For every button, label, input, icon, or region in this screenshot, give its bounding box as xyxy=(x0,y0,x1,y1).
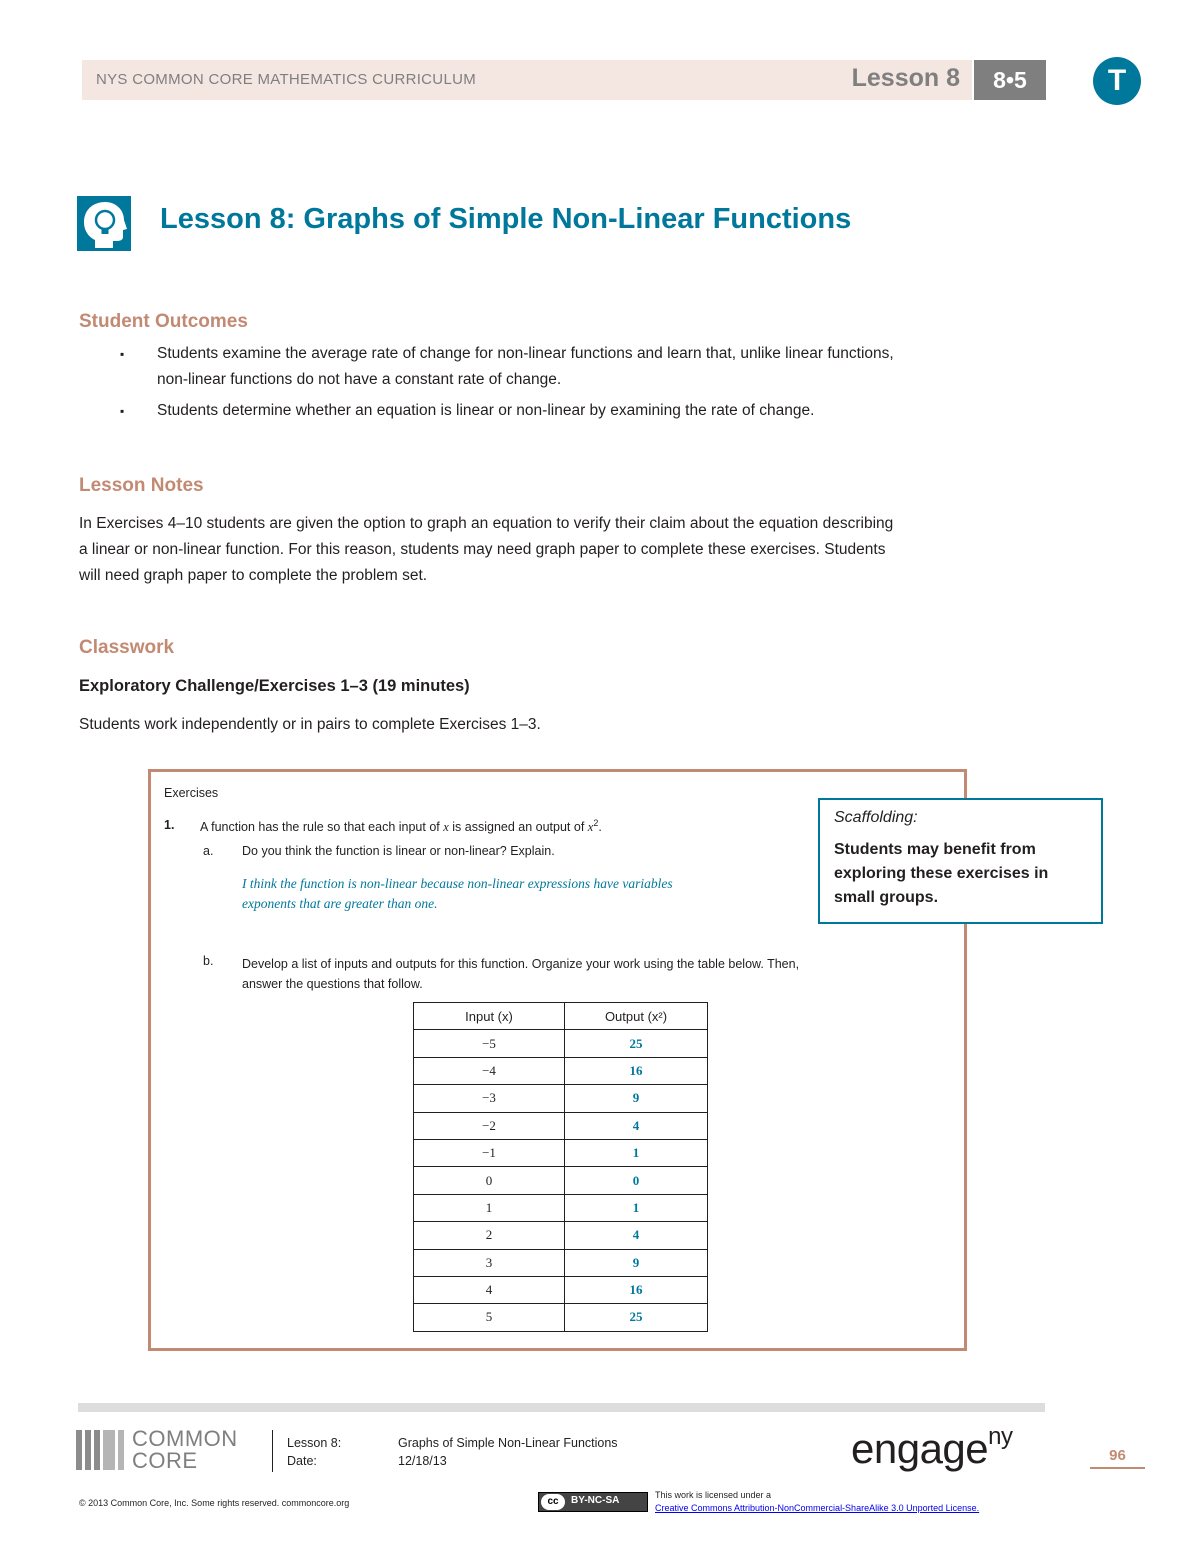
output-cell: 1 xyxy=(565,1139,708,1166)
output-cell: 9 xyxy=(565,1085,708,1112)
input-cell: 2 xyxy=(414,1222,565,1249)
input-cell: 4 xyxy=(414,1276,565,1303)
table-row xyxy=(414,1057,708,1084)
common-core-logo-text xyxy=(132,1428,238,1472)
output-cell: 4 xyxy=(565,1222,708,1249)
var-x: x xyxy=(587,820,594,835)
outcome-1-cont: non-linear functions do not have a constant rate of change. xyxy=(157,371,562,388)
exponent: 2 xyxy=(593,818,599,828)
part-a-answer xyxy=(242,874,673,914)
copyright: © 2013 Common Core, Inc. Some rights reserved. commoncore.org xyxy=(79,1498,350,1508)
input-cell: 1 xyxy=(414,1194,565,1221)
teacher-badge: T xyxy=(1093,57,1141,105)
input-column-header: Input (x) xyxy=(414,1003,565,1030)
input-cell: 3 xyxy=(414,1249,565,1276)
footer-lesson-value: Graphs of Simple Non-Linear Functions xyxy=(398,1436,618,1450)
outcome-2: Students determine whether an equation is linear or non-linear by examining the rate of change. xyxy=(157,402,815,419)
student-outcomes-heading: Student Outcomes xyxy=(79,311,248,332)
engage-sup: ny xyxy=(988,1423,1013,1450)
logo-line: COMMON xyxy=(132,1426,238,1451)
q1-text-part: A function has the rule so that each input of xyxy=(200,820,444,835)
engage-text: engage xyxy=(851,1425,989,1472)
cc-icon: cc xyxy=(541,1494,565,1510)
license-text xyxy=(655,1489,979,1515)
header-lesson: Lesson 8 xyxy=(851,64,960,92)
table-row xyxy=(414,1222,708,1249)
license-line: This work is licensed under a xyxy=(655,1490,772,1500)
answer-line: I think the function is non-linear because non-linear expressions have variables xyxy=(242,876,673,891)
part-b-line: Develop a list of inputs and outputs for this function. Organize your work using the table below. Then, xyxy=(242,957,800,971)
question-1-number: 1. xyxy=(164,818,175,832)
output-column-header: Output (x²) xyxy=(565,1003,708,1030)
part-b-line: answer the questions that follow. xyxy=(242,977,423,991)
output-cell: 16 xyxy=(565,1276,708,1303)
table-row xyxy=(414,1112,708,1139)
exercises-label: Exercises xyxy=(164,786,219,800)
bullet-icon: ▪ xyxy=(120,347,125,361)
scaffolding-box xyxy=(818,798,1103,924)
bullet-icon: ▪ xyxy=(120,404,125,418)
exploratory-challenge-heading: Exploratory Challenge/Exercises 1–3 (19 minutes) xyxy=(79,677,470,695)
input-output-table xyxy=(413,1002,708,1332)
lesson-notes-body xyxy=(79,511,1079,589)
output-cell: 25 xyxy=(565,1030,708,1057)
logo-line: CORE xyxy=(132,1448,198,1473)
cc-badge-text: BY-NC-SA xyxy=(571,1495,620,1506)
scaffolding-line: exploring these exercises in xyxy=(834,865,1049,882)
table-row xyxy=(414,1276,708,1303)
table-row xyxy=(414,1030,708,1057)
output-cell: 25 xyxy=(565,1304,708,1331)
cc-license-badge[interactable] xyxy=(538,1492,648,1512)
input-cell: 0 xyxy=(414,1167,565,1194)
page-number-underline xyxy=(1090,1467,1145,1469)
table-row xyxy=(414,1194,708,1221)
table-row xyxy=(414,1167,708,1194)
var-x: x xyxy=(443,820,449,835)
part-a-text: Do you think the function is linear or non-linear? Explain. xyxy=(242,844,555,858)
part-b-text xyxy=(242,954,799,994)
input-cell: −2 xyxy=(414,1112,565,1139)
footer-date-value: 12/18/13 xyxy=(398,1454,447,1468)
input-cell: −3 xyxy=(414,1085,565,1112)
table-header-row xyxy=(414,1003,708,1030)
table-row xyxy=(414,1304,708,1331)
table-row xyxy=(414,1139,708,1166)
part-b-label: b. xyxy=(203,954,214,968)
scaffolding-title: Scaffolding: xyxy=(834,809,918,826)
footer-values xyxy=(398,1434,618,1470)
part-a-label: a. xyxy=(203,844,214,858)
footer-rule xyxy=(78,1403,1045,1412)
question-1-text xyxy=(200,818,602,835)
q1-text-part: . xyxy=(598,820,602,835)
page-number: 96 xyxy=(1109,1447,1126,1464)
table-row xyxy=(414,1249,708,1276)
page-title: Lesson 8: Graphs of Simple Non-Linear Functions xyxy=(160,203,852,235)
common-core-logo-icon xyxy=(76,1430,126,1470)
output-cell: 4 xyxy=(565,1112,708,1139)
license-link[interactable]: Creative Commons Attribution-NonCommercial-ShareAlike 3.0 Unported License. xyxy=(655,1503,980,1513)
lightbulb-head-icon xyxy=(77,196,131,251)
lesson-notes-line: a linear or non-linear function. For this reason, students may need graph paper to complete these exercises. Students xyxy=(79,541,886,558)
lesson-notes-line: will need graph paper to complete the problem set. xyxy=(79,567,428,584)
grade-module-badge: 8•5 xyxy=(974,60,1046,100)
lesson-notes-line: In Exercises 4–10 students are given the option to graph an equation to verify their claim about the equation describing xyxy=(79,515,894,532)
input-cell: −5 xyxy=(414,1030,565,1057)
scaffolding-line: Students may benefit from xyxy=(834,841,1036,858)
input-cell: 5 xyxy=(414,1304,565,1331)
scaffolding-body xyxy=(834,838,1048,910)
output-cell: 0 xyxy=(565,1167,708,1194)
footer-lesson-label: Lesson 8: xyxy=(287,1436,342,1450)
footer-labels xyxy=(287,1434,341,1470)
output-cell: 16 xyxy=(565,1057,708,1084)
engageny-logo xyxy=(851,1425,1013,1473)
q1-text-part: is assigned an output of xyxy=(448,820,588,835)
input-cell: −1 xyxy=(414,1139,565,1166)
input-cell: −4 xyxy=(414,1057,565,1084)
lesson-notes-heading: Lesson Notes xyxy=(79,475,204,496)
output-cell: 9 xyxy=(565,1249,708,1276)
classwork-intro: Students work independently or in pairs to complete Exercises 1–3. xyxy=(79,716,541,733)
outcome-1: Students examine the average rate of change for non-linear functions and learn that, unlike linear functions, xyxy=(157,345,894,362)
output-cell: 1 xyxy=(565,1194,708,1221)
curriculum-title: NYS COMMON CORE MATHEMATICS CURRICULUM xyxy=(96,71,477,88)
footer-divider xyxy=(272,1430,273,1472)
classwork-heading: Classwork xyxy=(79,637,175,658)
scaffolding-line: small groups. xyxy=(834,889,939,906)
table-row xyxy=(414,1085,708,1112)
answer-line: exponents that are greater than one. xyxy=(242,896,438,911)
footer-date-label: Date: xyxy=(287,1454,317,1468)
